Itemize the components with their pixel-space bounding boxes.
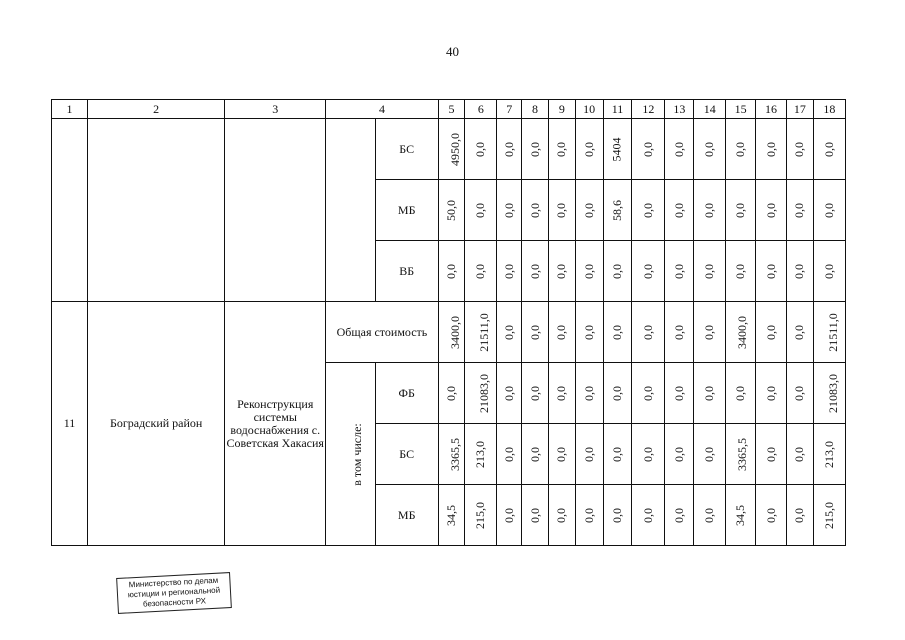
value-cell-text: 3400,0 (735, 315, 750, 349)
value-cell-text: 0,0 (702, 324, 717, 340)
value-cell (438, 424, 465, 485)
value-cell-text: 0,0 (554, 141, 569, 157)
value-cell-text: 0,0 (640, 263, 655, 279)
value-cell (465, 424, 497, 485)
value-cell-text: 0,0 (473, 141, 488, 157)
value-cell (522, 485, 549, 546)
value-cell (756, 180, 787, 241)
value-cell-text: 0,0 (527, 324, 542, 340)
value-cell-text: 0,0 (792, 202, 807, 218)
value-cell (548, 485, 575, 546)
value-cell (694, 485, 726, 546)
prev-num-cell (52, 119, 88, 302)
value-cell-text: 0,0 (581, 507, 596, 523)
value-cell-text: 4950,0 (447, 132, 462, 166)
value-cell-text: 0,0 (501, 385, 516, 401)
value-cell-text: 0,0 (501, 202, 516, 218)
value-cell-text: 0,0 (821, 263, 836, 279)
value-cell-text: 0,0 (473, 202, 488, 218)
value-cell-text: 0,0 (554, 507, 569, 523)
value-cell (497, 424, 522, 485)
value-cell (575, 485, 603, 546)
header-cell: 8 (522, 100, 549, 119)
value-cell (438, 241, 465, 302)
value-cell-text: 0,0 (733, 385, 748, 401)
value-cell-text: 0,0 (671, 141, 686, 157)
value-cell-text: 0,0 (527, 263, 542, 279)
value-cell (548, 363, 575, 424)
header-cell: 18 (813, 100, 845, 119)
value-cell (756, 241, 787, 302)
value-cell-text: 21511,0 (477, 312, 492, 352)
value-cell (694, 424, 726, 485)
value-cell-text: 0,0 (527, 507, 542, 523)
value-cell (522, 363, 549, 424)
value-cell-text: 21511,0 (825, 312, 840, 352)
value-cell-text: 0,0 (527, 385, 542, 401)
value-cell (497, 485, 522, 546)
header-row (52, 100, 846, 119)
header-cell: 11 (603, 100, 632, 119)
value-cell (497, 241, 522, 302)
value-cell-text: 0,0 (702, 141, 717, 157)
value-cell (787, 180, 814, 241)
value-cell (603, 424, 632, 485)
value-cell-text: 0,0 (609, 446, 624, 462)
source-label: БС (375, 119, 438, 180)
value-cell-text: 0,0 (763, 324, 778, 340)
value-cell (787, 302, 814, 363)
header-cell: 12 (632, 100, 665, 119)
value-cell-text: 0,0 (792, 507, 807, 523)
value-cell (465, 119, 497, 180)
value-cell-text: 213,0 (473, 440, 488, 468)
value-cell (603, 119, 632, 180)
value-cell-text: 0,0 (501, 507, 516, 523)
value-cell-text: 0,0 (763, 202, 778, 218)
value-cell (813, 119, 845, 180)
value-cell-text: 58,6 (609, 199, 624, 221)
including-label-text: в том числе: (350, 422, 365, 486)
source-label: БС (375, 424, 438, 485)
value-cell (465, 302, 497, 363)
value-cell-text: 0,0 (501, 141, 516, 157)
value-cell-text: 0,0 (763, 446, 778, 462)
value-cell-text: 34,5 (444, 504, 459, 526)
value-cell-text: 0,0 (702, 385, 717, 401)
value-cell (787, 485, 814, 546)
value-cell (665, 485, 694, 546)
value-cell (726, 180, 756, 241)
value-cell-text: 0,0 (733, 263, 748, 279)
header-cell: 2 (88, 100, 225, 119)
value-cell-text: 0,0 (501, 324, 516, 340)
value-cell (726, 424, 756, 485)
value-cell (813, 363, 845, 424)
value-cell (548, 302, 575, 363)
value-cell-text: 0,0 (581, 385, 596, 401)
value-cell (632, 119, 665, 180)
value-cell (548, 180, 575, 241)
value-cell-text: 0,0 (581, 324, 596, 340)
value-cell-text: 0,0 (792, 446, 807, 462)
value-cell (787, 241, 814, 302)
value-cell (813, 485, 845, 546)
value-cell (497, 119, 522, 180)
value-cell (632, 363, 665, 424)
value-cell (787, 119, 814, 180)
value-cell (465, 241, 497, 302)
value-cell (603, 302, 632, 363)
value-cell-text: 5404 (609, 137, 624, 161)
value-cell (522, 180, 549, 241)
value-cell (603, 241, 632, 302)
header-cell: 5 (438, 100, 465, 119)
value-cell-text: 0,0 (527, 141, 542, 157)
value-cell (632, 180, 665, 241)
value-cell (726, 241, 756, 302)
value-cell-text: 0,0 (671, 385, 686, 401)
value-cell (522, 119, 549, 180)
value-cell-text: 3365,5 (447, 437, 462, 471)
value-cell-text: 0,0 (792, 385, 807, 401)
value-cell (665, 424, 694, 485)
source-label: ВБ (375, 241, 438, 302)
header-cell: 13 (665, 100, 694, 119)
value-cell-text: 0,0 (821, 202, 836, 218)
value-cell (548, 424, 575, 485)
value-cell (665, 119, 694, 180)
header-cell: 1 (52, 100, 88, 119)
table-row (52, 119, 846, 180)
value-cell (603, 363, 632, 424)
value-cell-text: 0,0 (702, 202, 717, 218)
value-cell-text: 0,0 (444, 263, 459, 279)
value-cell (813, 424, 845, 485)
prev-district-cell (88, 119, 225, 302)
header-cell: 15 (726, 100, 756, 119)
value-cell-text: 0,0 (821, 141, 836, 157)
value-cell-text: 0,0 (671, 263, 686, 279)
value-cell (632, 424, 665, 485)
value-cell (726, 302, 756, 363)
total-label: Общая стоимость (326, 302, 438, 363)
value-cell (465, 485, 497, 546)
value-cell (756, 424, 787, 485)
table-row (52, 302, 846, 363)
value-cell (575, 180, 603, 241)
row-number: 11 (52, 302, 88, 546)
value-cell (813, 241, 845, 302)
stamp-line: юстиции и региональной (127, 585, 221, 600)
value-cell (694, 363, 726, 424)
header-cell: 7 (497, 100, 522, 119)
value-cell (522, 424, 549, 485)
value-cell-text: 0,0 (640, 202, 655, 218)
value-cell (465, 363, 497, 424)
value-cell (694, 119, 726, 180)
header-cell: 3 (225, 100, 326, 119)
value-cell-text: 0,0 (554, 324, 569, 340)
value-cell-text: 0,0 (554, 385, 569, 401)
value-cell (726, 119, 756, 180)
prev-including-cell (326, 119, 375, 302)
value-cell (497, 363, 522, 424)
value-cell-text: 0,0 (763, 385, 778, 401)
header-cell: 9 (548, 100, 575, 119)
value-cell-text: 0,0 (792, 141, 807, 157)
value-cell (665, 241, 694, 302)
value-cell (438, 180, 465, 241)
value-cell-text: 0,0 (640, 141, 655, 157)
value-cell (603, 485, 632, 546)
value-cell (813, 180, 845, 241)
value-cell (548, 241, 575, 302)
value-cell (497, 302, 522, 363)
value-cell (726, 363, 756, 424)
value-cell-text: 0,0 (702, 507, 717, 523)
value-cell (575, 424, 603, 485)
value-cell (813, 302, 845, 363)
value-cell-text: 213,0 (821, 440, 836, 468)
value-cell-text: 0,0 (554, 202, 569, 218)
value-cell-text: 0,0 (671, 446, 686, 462)
value-cell-text: 21083,0 (477, 373, 492, 413)
value-cell-text: 215,0 (821, 501, 836, 529)
value-cell-text: 0,0 (671, 324, 686, 340)
header-cell: 4 (326, 100, 438, 119)
value-cell-text: 0,0 (671, 202, 686, 218)
value-cell (522, 241, 549, 302)
ministry-stamp (116, 572, 232, 614)
district-name: Боградский район (88, 302, 225, 546)
value-cell (575, 119, 603, 180)
value-cell-text: 21083,0 (825, 373, 840, 413)
value-cell (465, 180, 497, 241)
value-cell-text: 0,0 (792, 324, 807, 340)
value-cell-text: 0,0 (763, 507, 778, 523)
project-name: Реконструкция системы водоснабжения с. Советская Хакасия (225, 302, 326, 546)
value-cell (522, 302, 549, 363)
value-cell (438, 119, 465, 180)
value-cell (632, 302, 665, 363)
value-cell-text: 0,0 (554, 263, 569, 279)
value-cell (694, 180, 726, 241)
value-cell-text: 0,0 (640, 385, 655, 401)
value-cell (694, 302, 726, 363)
value-cell-text: 0,0 (640, 324, 655, 340)
page-number: 40 (446, 44, 459, 59)
value-cell-text: 0,0 (640, 446, 655, 462)
source-label: МБ (375, 180, 438, 241)
value-cell-text: 0,0 (763, 141, 778, 157)
value-cell (575, 302, 603, 363)
value-cell (632, 241, 665, 302)
value-cell-text: 0,0 (609, 507, 624, 523)
value-cell-text: 50,0 (444, 199, 459, 221)
value-cell (665, 302, 694, 363)
header-cell: 14 (694, 100, 726, 119)
value-cell-text: 3400,0 (447, 315, 462, 349)
header-cell: 17 (787, 100, 814, 119)
value-cell-text: 0,0 (581, 202, 596, 218)
value-cell-text: 0,0 (554, 446, 569, 462)
value-cell-text: 0,0 (473, 263, 488, 279)
value-cell (694, 241, 726, 302)
value-cell-text: 0,0 (527, 202, 542, 218)
value-cell-text: 0,0 (527, 446, 542, 462)
value-cell (787, 363, 814, 424)
value-cell (438, 302, 465, 363)
data-table (51, 99, 846, 546)
value-cell-text: 215,0 (473, 501, 488, 529)
value-cell (603, 180, 632, 241)
value-cell-text: 0,0 (501, 446, 516, 462)
value-cell-text: 3365,5 (735, 437, 750, 471)
value-cell-text: 0,0 (792, 263, 807, 279)
value-cell-text: 0,0 (733, 202, 748, 218)
value-cell-text: 0,0 (609, 263, 624, 279)
value-cell (438, 485, 465, 546)
value-cell-text: 0,0 (763, 263, 778, 279)
value-cell (726, 485, 756, 546)
stamp-line: Министерство по делам (128, 575, 219, 590)
header-cell: 6 (465, 100, 497, 119)
stamp-line: безопасности РХ (142, 596, 207, 609)
value-cell (575, 363, 603, 424)
value-cell-text: 0,0 (733, 141, 748, 157)
value-cell-text: 0,0 (581, 141, 596, 157)
source-label: ФБ (375, 363, 438, 424)
value-cell-text: 0,0 (609, 324, 624, 340)
value-cell (756, 363, 787, 424)
value-cell-text: 0,0 (671, 507, 686, 523)
value-cell (548, 119, 575, 180)
value-cell (756, 119, 787, 180)
value-cell-text: 0,0 (640, 507, 655, 523)
prev-project-cell (225, 119, 326, 302)
value-cell-text: 0,0 (702, 263, 717, 279)
header-cell: 10 (575, 100, 603, 119)
value-cell-text: 0,0 (501, 263, 516, 279)
value-cell (787, 424, 814, 485)
value-cell-text: 0,0 (581, 446, 596, 462)
value-cell-text: 0,0 (609, 385, 624, 401)
value-cell (665, 180, 694, 241)
value-cell (632, 485, 665, 546)
value-cell-text: 0,0 (444, 385, 459, 401)
value-cell-text: 34,5 (733, 504, 748, 526)
value-cell (756, 302, 787, 363)
header-cell: 16 (756, 100, 787, 119)
value-cell (438, 363, 465, 424)
value-cell-text: 0,0 (702, 446, 717, 462)
value-cell (575, 241, 603, 302)
including-label (326, 363, 375, 546)
value-cell (756, 485, 787, 546)
source-label: МБ (375, 485, 438, 546)
value-cell (665, 363, 694, 424)
value-cell-text: 0,0 (581, 263, 596, 279)
value-cell (497, 180, 522, 241)
